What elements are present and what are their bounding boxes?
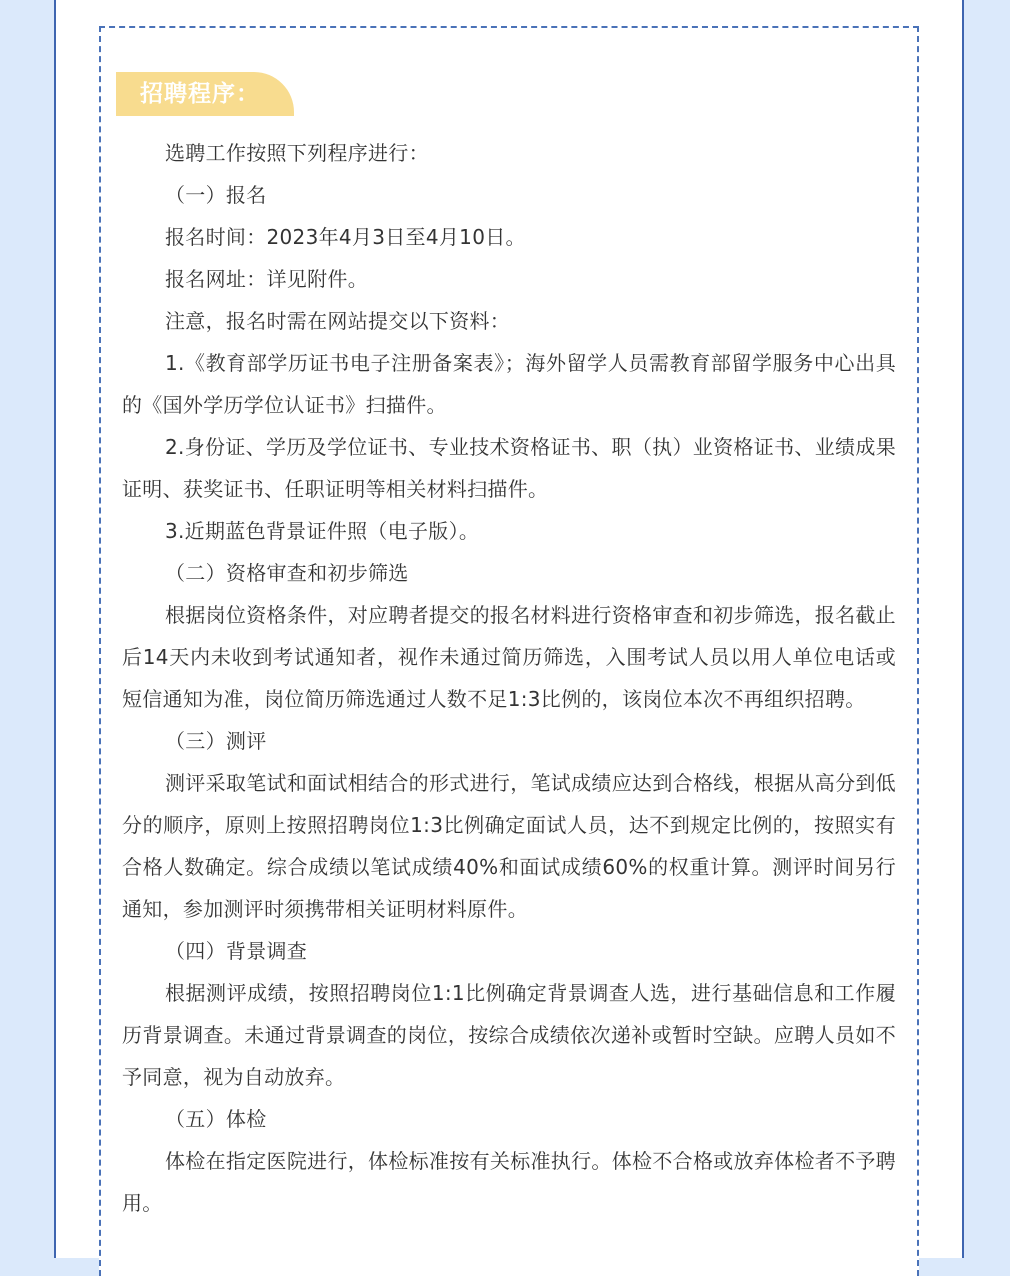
heading-registration: （一）报名 (165, 183, 267, 207)
heading-assessment: （三）测评 (165, 729, 267, 753)
article-body (122, 132, 896, 1224)
list-item-document-2: 2.身份证、学历及学位证书、专业技术资格证书、职（执）业资格证书、业绩成果证明、获奖证书、任职证明等相关材料扫描件。 (122, 435, 896, 501)
paragraph-medical-exam: 体检在指定医院进行，体检标准按有关标准执行。体检不合格或放弃体检者不予聘用。 (122, 1149, 896, 1215)
paragraph-registration-url: 报名网址：详见附件。 (165, 267, 368, 291)
section-title: 招聘程序： (140, 81, 260, 107)
paragraph-assessment: 测评采取笔试和面试相结合的形式进行，笔试成绩应达到合格线，根据从高分到低分的顺序，原则上按照招聘岗位1:3比例确定面试人员，达不到规定比例的，按照实有合格人数确定。综合成绩以笔试成绩40%和面试成绩60%的权重计算。测评时间另行通知，参加测评时须携带相关证明材料原件。 (122, 771, 896, 921)
paragraph-notice: 注意，报名时需在网站提交以下资料： (165, 309, 511, 333)
list-item-document-3: 3.近期蓝色背景证件照（电子版）。 (165, 519, 480, 543)
paragraph-intro: 选聘工作按照下列程序进行： (165, 141, 429, 165)
heading-background-check: （四）背景调查 (165, 939, 308, 963)
list-item-document-1: 1.《教育部学历证书电子注册备案表》；海外留学人员需教育部留学服务中心出具的《国外学历学位认证书》扫描件。 (122, 351, 896, 417)
heading-medical-exam: （五）体检 (165, 1107, 267, 1131)
paragraph-registration-time: 报名时间：2023年4月3日至4月10日。 (165, 225, 526, 249)
paragraph-background-check: 根据测评成绩，按照招聘岗位1:1比例确定背景调查人选，进行基础信息和工作履历背景调查。未通过背景调查的岗位，按综合成绩依次递补或暂时空缺。应聘人员如不予同意，视为自动放弃。 (122, 981, 896, 1089)
paragraph-qualification-review: 根据岗位资格条件，对应聘者提交的报名材料进行资格审查和初步筛选，报名截止后14天内未收到考试通知者，视作未通过简历筛选，入围考试人员以用人单位电话或短信通知为准，岗位简历筛选通过人数不足1:3比例的，该岗位本次不再组织招聘。 (122, 603, 896, 711)
heading-qualification-review: （二）资格审查和初步筛选 (165, 561, 409, 585)
